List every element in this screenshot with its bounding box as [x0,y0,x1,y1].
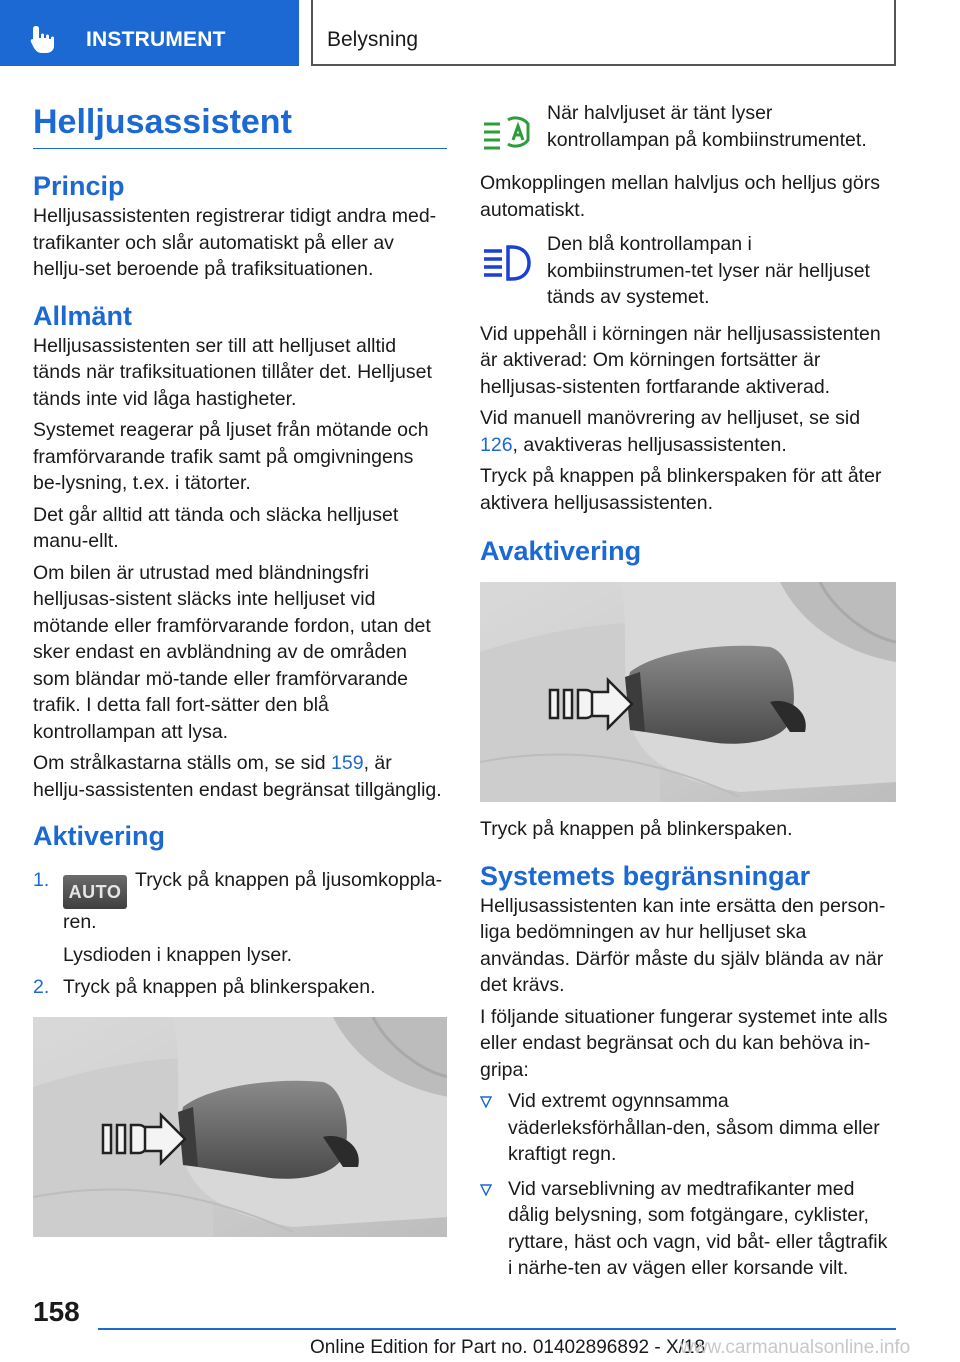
left-column [33,100,447,1253]
lever-photo [33,1017,447,1237]
right-column [480,100,896,1298]
heading-begransningar: Systemets begränsningar [480,860,811,891]
turn-signal-lever-image [480,582,896,802]
page-link-126[interactable]: 126 [480,433,513,456]
heading-avaktivering: Avaktivering [480,536,642,566]
section-avaktivering [480,534,896,843]
allmant-p2: Systemet reagerar på ljuset från mötande och framförvarande trafik samt på omgivningens be-lysning, t.ex. i tätorter. [33,419,429,494]
begransningar-p1: Helljusassistenten kan inte ersätta den person-liga bedömningen av hur helljuset ska användas. Därför måste du själv blända av när det krävs. [480,894,886,996]
right-p3 [480,405,896,458]
heading-aktivering: Aktivering [33,821,166,851]
section-allmant [33,299,447,804]
footer-watermark: www.carmanualsonline.info [680,1337,911,1358]
right-p3-pre: Vid manuell manövrering av helljuset, se sid [480,407,861,429]
list-item-text: Vid extremt ogynnsamma väderleksförhållan-den, såsom dimma eller kraftigt regn. [508,1090,880,1165]
hand-pointer-icon [30,24,64,54]
lever-photo-2 [480,582,896,802]
section-label: Belysning [327,28,419,51]
step-1-sub: Lysdioden i knappen lyser. [63,943,293,966]
section-aktivering [33,819,447,1237]
chapter-tab[interactable] [0,0,299,66]
page-title: Helljusassistent [33,100,447,149]
section-princip [33,169,447,283]
chapter-label: INSTRUMENT [86,28,226,51]
step-1-text: Tryck på knappen på ljusomkoppla-ren. [63,869,443,933]
footer-divider [98,1328,896,1330]
triangle-bullet-icon [480,1096,492,1108]
auto-button-icon: AUTO [63,875,127,909]
step-number: 2. [33,976,50,998]
allmant-p5-pre: Om strålkastarna ställs om, se sid [33,752,332,774]
allmant-p5-post: , är hellju-sassistenten endast begränsat tillgänglig. [33,752,442,801]
right-p2: Vid uppehåll i körningen när helljusassistenten är aktiverad: Om körningen fortsätter är helljusas-sistenten fortfarande aktiverad. [480,322,881,398]
step-2-text: Tryck på knappen på blinkerspaken. [63,976,376,998]
steps-list [33,867,447,1001]
indicator-high-beam-text: Den blå kontrollampan i kombiinstrumen-tet lyser när helljuset tänds av systemet. [547,233,870,308]
turn-signal-lever-image [33,1017,447,1237]
heading-allmant: Allmänt [33,300,133,331]
heading-princip: Princip [33,171,125,201]
avaktivering-caption: Tryck på knappen på blinkerspaken. [480,818,793,840]
right-p1: Omkopplingen mellan halvljus och helljus görs automatiskt. [480,172,880,221]
right-p3-post: , avaktiveras helljusassistenten. [512,433,787,456]
list-item [480,1088,896,1168]
princip-text: Helljusassistenten registrerar tidigt andra med-trafikanter och slår automatiskt på eller av hellju-set beroende på trafiksituationen. [33,205,437,280]
allmant-p3: Det går alltid att tända och släcka helljuset manu-ellt. [33,503,399,552]
low-beam-auto-icon [480,110,532,152]
indicator-low-beam-text: När halvljuset är tänt lyser kontrollampan på kombiinstrumentet. [547,102,867,151]
indicator-low-beam [480,100,896,160]
indicator-high-beam [480,231,896,311]
allmant-p1: Helljusassistenten ser till att helljuset alltid tänds när trafiksituationen tillåter det. Helljuset tänds inte vid låga hastigheter. [33,334,432,410]
list-item-text: Vid varseblivning av medtrafikanter med dålig belysning, som fotgängare, cyklister, ryttare, häst och vagn, vid båt- eller tågtrafik i närhe-ten av vägen eller korsande vilt. [508,1177,888,1279]
footer-edition: Online Edition for Part no. 01402896892 - X/18 [310,1337,706,1358]
page-number: 158 [33,1296,80,1327]
limitations-list [480,1088,896,1282]
page-header [0,0,960,66]
section-begransningar [480,859,896,1282]
section-tab[interactable] [311,0,896,66]
allmant-p5 [33,750,447,803]
page-link-159[interactable]: 159 [331,752,364,774]
begransningar-p2: I följande situationer fungerar systemet inte alls eller endast begränsat och du kan behöva in-gripa: [480,1005,888,1081]
step-number: 1. [33,869,50,891]
step-1 [33,867,447,936]
high-beam-icon [480,241,532,283]
right-p4: Tryck på knappen på blinkerspaken för att åter aktivera helljusassistenten. [480,465,882,514]
allmant-p4: Om bilen är utrustad med bländningsfri helljusas-sistent släcks inte helljuset vid mötande eller framförvarande fordon, utan det sker endast en avbländning av de områden som bländar mö-tande eller framförvarande trafik. I detta fall fort-sätter den blå kontrollampan att lysa. [33,561,431,743]
step-2 [33,974,447,1001]
list-item [480,1176,896,1282]
triangle-bullet-icon [480,1184,492,1196]
